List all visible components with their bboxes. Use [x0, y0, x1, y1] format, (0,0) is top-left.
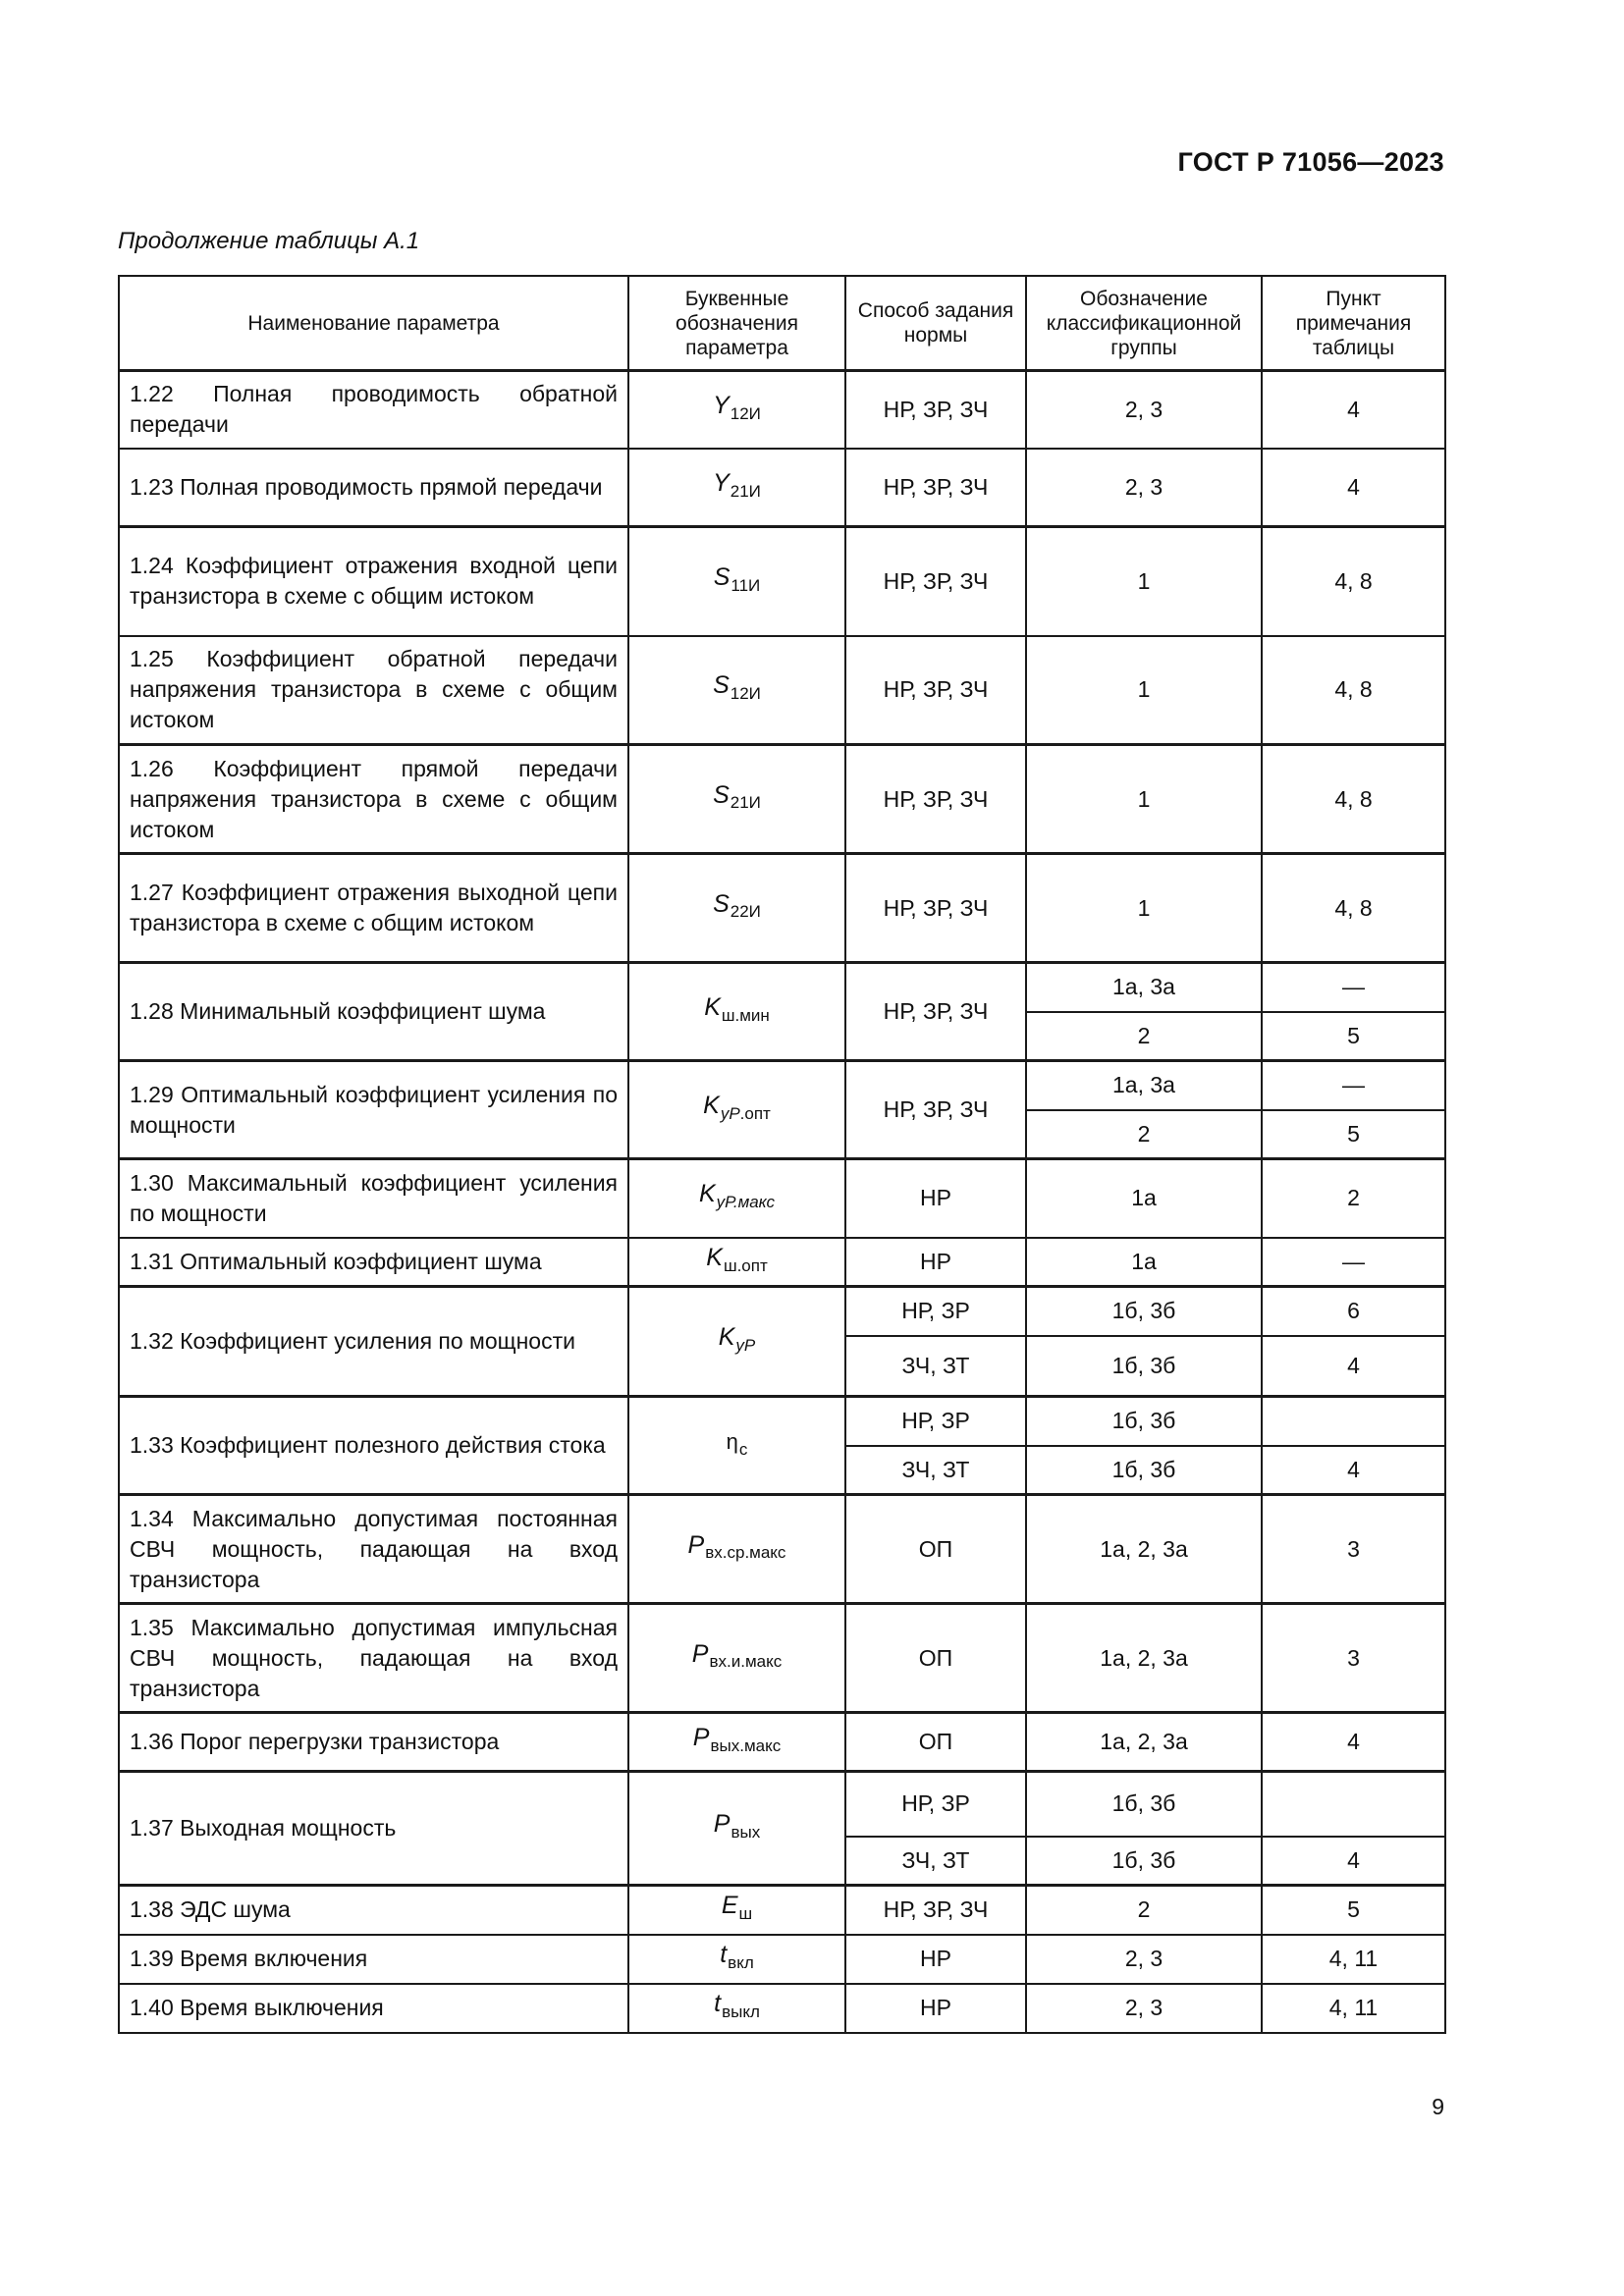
table-row: [119, 1287, 1445, 1336]
norm-method: ЗЧ, ЗТ: [845, 1837, 1026, 1886]
norm-method: НР, ЗР: [845, 1287, 1026, 1336]
norm-method: ОП: [845, 1604, 1026, 1713]
param-symbol: $S_{11И}$: [628, 527, 845, 636]
param-symbol: $Y_{21И}$: [628, 449, 845, 527]
class-group: 2: [1026, 1110, 1262, 1159]
param-name: 1.26 Коэффициент прямой передачи напряжения транзистора в схеме с общим истоком: [119, 745, 628, 854]
param-name: 1.29 Оптимальный коэффициент усиления по мощности: [119, 1061, 628, 1159]
param-symbol: $K_{ш.опт}$: [628, 1238, 845, 1287]
note-ref: 2: [1262, 1159, 1445, 1238]
norm-method: НР: [845, 1984, 1026, 2033]
norm-method: ЗЧ, ЗТ: [845, 1446, 1026, 1495]
class-group: 1б, 3б: [1026, 1287, 1262, 1336]
table-row: [119, 636, 1445, 745]
class-group: 2: [1026, 1012, 1262, 1061]
table-row: [119, 1772, 1445, 1837]
norm-method: НР, ЗР: [845, 1772, 1026, 1837]
norm-method: НР: [845, 1935, 1026, 1984]
param-name: 1.27 Коэффициент отражения выходной цепи транзистора в схеме с общим истоком: [119, 854, 628, 963]
standard-designation: ГОСТ Р 71056—2023: [1177, 147, 1444, 177]
table-row: [119, 1061, 1445, 1110]
table-row: [119, 1159, 1445, 1238]
col-header-note: Пункт примечания таблицы: [1262, 276, 1445, 371]
note-ref: 5: [1262, 1886, 1445, 1935]
class-group: 1б, 3б: [1026, 1397, 1262, 1446]
param-name: 1.28 Минимальный коэффициент шума: [119, 963, 628, 1061]
norm-method: НР, ЗР, ЗЧ: [845, 371, 1026, 449]
table-row: [119, 1886, 1445, 1935]
class-group: 1: [1026, 854, 1262, 963]
table-row: [119, 745, 1445, 854]
col-header-name: Наименование параметра: [119, 276, 628, 371]
class-group: 2, 3: [1026, 449, 1262, 527]
note-ref: 5: [1262, 1110, 1445, 1159]
param-name: 1.23 Полная проводимость прямой передачи: [119, 449, 628, 527]
note-ref: 4: [1262, 371, 1445, 449]
page-number: 9: [1432, 2094, 1444, 2119]
norm-method: НР: [845, 1159, 1026, 1238]
note-ref: 3: [1262, 1604, 1445, 1713]
param-name: 1.40 Время выключения: [119, 1984, 628, 2033]
class-group: 1: [1026, 527, 1262, 636]
note-ref: —: [1262, 1061, 1445, 1110]
param-symbol: $S_{21И}$: [628, 745, 845, 854]
class-group: 2, 3: [1026, 1935, 1262, 1984]
param-name: 1.35 Максимально допустимая импульсная СВЧ мощность, падающая на вход транзистора: [119, 1604, 628, 1713]
param-symbol: $K_{уР.макс}$: [628, 1159, 845, 1238]
table-row: [119, 854, 1445, 963]
param-symbol: $P_{вх.ср.макс}$: [628, 1495, 845, 1604]
param-symbol: $S_{22И}$: [628, 854, 845, 963]
class-group: 1а, 2, 3а: [1026, 1604, 1262, 1713]
table-row: [119, 1713, 1445, 1772]
table-row: [119, 1495, 1445, 1604]
norm-method: ОП: [845, 1713, 1026, 1772]
note-ref: 4: [1262, 1336, 1445, 1397]
note-ref: 3: [1262, 1495, 1445, 1604]
param-name: 1.34 Максимально допустимая постоянная СВЧ мощность, падающая на вход транзистора: [119, 1495, 628, 1604]
param-symbol: $t_{выкл}$: [628, 1984, 845, 2033]
note-ref: 6: [1262, 1287, 1445, 1336]
table-row: [119, 1984, 1445, 2033]
param-name: 1.32 Коэффициент усиления по мощности: [119, 1287, 628, 1397]
norm-method: НР, ЗР, ЗЧ: [845, 1886, 1026, 1935]
class-group: 1б, 3б: [1026, 1837, 1262, 1886]
class-group: 2: [1026, 1886, 1262, 1935]
note-ref: 4: [1262, 1446, 1445, 1495]
param-symbol: $K_{уР}$: [628, 1287, 845, 1397]
param-name: 1.25 Коэффициент обратной передачи напряжения транзистора в схеме с общим истоком: [119, 636, 628, 745]
table-row: [119, 449, 1445, 527]
class-group: 1а, 2, 3а: [1026, 1713, 1262, 1772]
class-group: 2, 3: [1026, 1984, 1262, 2033]
table-row: [119, 1238, 1445, 1287]
note-ref: 4: [1262, 1837, 1445, 1886]
param-name: 1.39 Время включения: [119, 1935, 628, 1984]
note-ref: 4, 8: [1262, 527, 1445, 636]
norm-method: НР, ЗР, ЗЧ: [845, 527, 1026, 636]
norm-method: НР, ЗР, ЗЧ: [845, 449, 1026, 527]
norm-method: ЗЧ, ЗТ: [845, 1336, 1026, 1397]
note-ref: 4: [1262, 1713, 1445, 1772]
param-symbol: $P_{вх.и.макс}$: [628, 1604, 845, 1713]
table-row: [119, 1604, 1445, 1713]
class-group: 1а: [1026, 1159, 1262, 1238]
table-row: [119, 371, 1445, 449]
class-group: 1б, 3б: [1026, 1336, 1262, 1397]
note-ref: 4, 11: [1262, 1935, 1445, 1984]
class-group: 1а, 2, 3а: [1026, 1495, 1262, 1604]
param-symbol: $E_ш$: [628, 1886, 845, 1935]
param-name: 1.36 Порог перегрузки транзистора: [119, 1713, 628, 1772]
param-symbol: $K_{ш.мин}$: [628, 963, 845, 1061]
param-name: 1.38 ЭДС шума: [119, 1886, 628, 1935]
norm-method: НР, ЗР, ЗЧ: [845, 745, 1026, 854]
parameters-table: [118, 275, 1446, 2034]
param-name: 1.30 Максимальный коэффициент усиления по мощности: [119, 1159, 628, 1238]
note-ref: —: [1262, 1238, 1445, 1287]
norm-method: ОП: [845, 1495, 1026, 1604]
col-header-group: Обозначение классификационной группы: [1026, 276, 1262, 371]
param-symbol: $P_{вых}$: [628, 1772, 845, 1886]
note-ref: 4, 8: [1262, 636, 1445, 745]
param-name: 1.22 Полная проводимость обратной передачи: [119, 371, 628, 449]
norm-method: НР: [845, 1238, 1026, 1287]
note-ref: [1262, 1397, 1445, 1446]
param-symbol: $K_{уР.опт}$: [628, 1061, 845, 1159]
norm-method: НР, ЗР, ЗЧ: [845, 636, 1026, 745]
param-name: 1.37 Выходная мощность: [119, 1772, 628, 1886]
class-group: 1б, 3б: [1026, 1446, 1262, 1495]
table-row: [119, 527, 1445, 636]
note-ref: 5: [1262, 1012, 1445, 1061]
class-group: 1: [1026, 636, 1262, 745]
note-ref: [1262, 1772, 1445, 1837]
param-symbol: $\eta_с$: [628, 1397, 845, 1495]
param-symbol: $Y_{12И}$: [628, 371, 845, 449]
table-caption: Продолжение таблицы А.1: [118, 228, 420, 254]
class-group: 2, 3: [1026, 371, 1262, 449]
table-row: [119, 1397, 1445, 1446]
param-symbol: $S_{12И}$: [628, 636, 845, 745]
col-header-method: Способ задания нормы: [845, 276, 1026, 371]
class-group: 1а: [1026, 1238, 1262, 1287]
param-name: 1.31 Оптимальный коэффициент шума: [119, 1238, 628, 1287]
norm-method: НР, ЗР, ЗЧ: [845, 1061, 1026, 1159]
param-name: 1.33 Коэффициент полезного действия стока: [119, 1397, 628, 1495]
norm-method: НР, ЗР: [845, 1397, 1026, 1446]
note-ref: 4, 11: [1262, 1984, 1445, 2033]
class-group: 1: [1026, 745, 1262, 854]
norm-method: НР, ЗР, ЗЧ: [845, 854, 1026, 963]
param-symbol: $t_{вкл}$: [628, 1935, 845, 1984]
class-group: 1а, 3а: [1026, 1061, 1262, 1110]
param-symbol: $P_{вых.макс}$: [628, 1713, 845, 1772]
table-row: [119, 1935, 1445, 1984]
note-ref: 4, 8: [1262, 854, 1445, 963]
note-ref: 4: [1262, 449, 1445, 527]
norm-method: НР, ЗР, ЗЧ: [845, 963, 1026, 1061]
table-row: [119, 963, 1445, 1012]
note-ref: 4, 8: [1262, 745, 1445, 854]
table-header-row: [119, 276, 1445, 371]
class-group: 1а, 3а: [1026, 963, 1262, 1012]
class-group: 1б, 3б: [1026, 1772, 1262, 1837]
note-ref: —: [1262, 963, 1445, 1012]
param-name: 1.24 Коэффициент отражения входной цепи транзистора в схеме с общим истоком: [119, 527, 628, 636]
col-header-symbol: Буквенные обозначения параметра: [628, 276, 845, 371]
